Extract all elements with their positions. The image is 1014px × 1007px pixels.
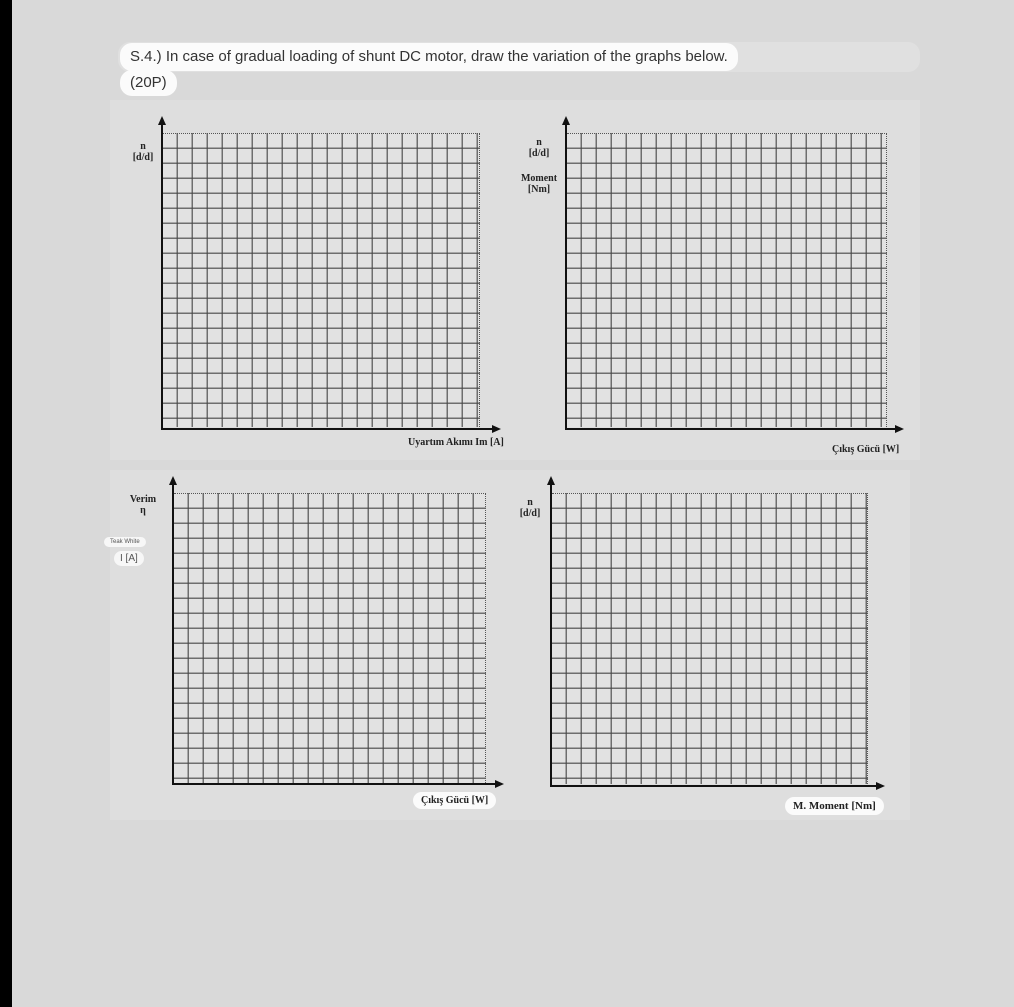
grid-area[interactable]	[174, 493, 486, 783]
y-axis-label	[128, 141, 158, 163]
x-axis	[565, 428, 897, 430]
spacer	[515, 159, 563, 173]
y-axis	[550, 483, 552, 787]
note-title: Teak White	[104, 537, 146, 547]
y-label-line: Moment	[520, 173, 558, 184]
question-text: S.4.) In case of gradual loading of shunt DC motor, draw the variation of the graphs below.	[120, 43, 738, 71]
y-label-line: n	[527, 497, 533, 508]
y-axis-arrow-icon	[169, 476, 177, 485]
y-label-line: [d/d]	[132, 152, 154, 163]
x-axis	[550, 785, 878, 787]
y-axis	[565, 123, 567, 430]
y-axis-arrow-icon	[158, 116, 166, 125]
y-label-line: Verim	[129, 494, 157, 505]
x-axis	[172, 783, 497, 785]
x-axis-arrow-icon	[495, 780, 504, 788]
x-axis-arrow-icon	[876, 782, 885, 790]
x-axis	[161, 428, 494, 430]
y-axis-label	[126, 494, 160, 516]
left-edge-strip	[0, 0, 12, 1007]
y-label-line: [d/d]	[519, 508, 541, 519]
x-axis-arrow-icon	[492, 425, 501, 433]
y-label-line: [Nm]	[527, 184, 551, 195]
y-label-line: η	[140, 505, 146, 516]
x-axis-label: Çıkış Gücü [W]	[413, 792, 496, 809]
y-axis-label	[513, 497, 547, 519]
grid-area[interactable]	[163, 133, 480, 427]
y-axis-label	[515, 137, 563, 195]
y-label-line: [d/d]	[528, 148, 550, 159]
y-label-line: n	[140, 141, 146, 152]
question-points: (20P)	[120, 70, 177, 96]
x-axis-label: M. Moment [Nm]	[785, 797, 884, 815]
x-axis-label: Uyartım Akımı Im [A]	[408, 437, 504, 448]
grid-area[interactable]	[552, 493, 868, 784]
y-axis	[161, 123, 163, 430]
grid-area[interactable]	[567, 133, 887, 427]
x-axis-label: Çıkış Gücü [W]	[832, 444, 900, 455]
y-label-line: n	[536, 137, 542, 148]
x-axis-arrow-icon	[895, 425, 904, 433]
note-current-label: I [A]	[114, 551, 144, 566]
y-axis-arrow-icon	[547, 476, 555, 485]
y-axis-arrow-icon	[562, 116, 570, 125]
y-axis	[172, 483, 174, 785]
